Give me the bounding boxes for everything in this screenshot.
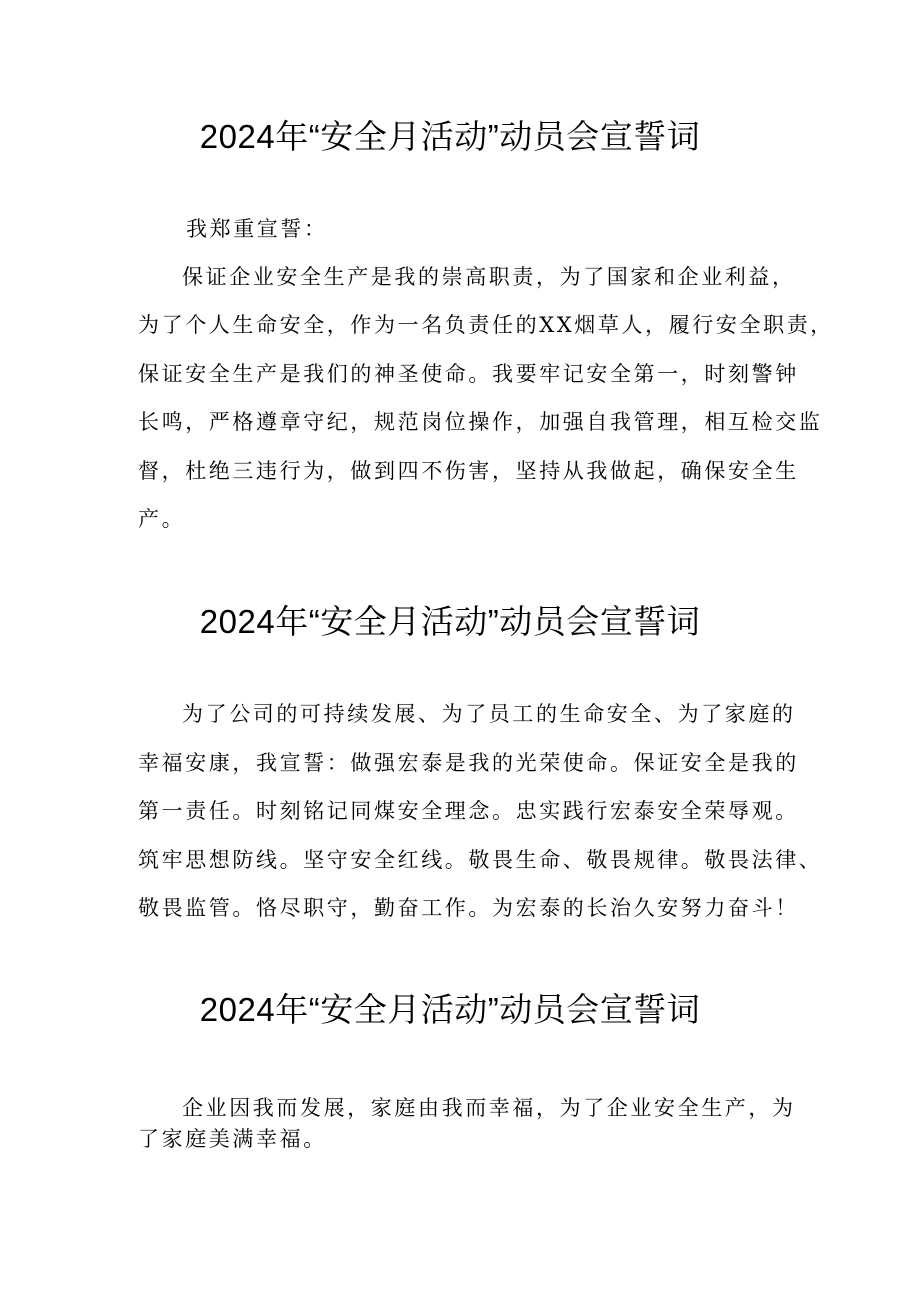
section-1-salutation: 我郑重宣誓： bbox=[186, 217, 328, 241]
section-2-line-3: 第一责任。时刻铭记同煤安全理念。忠实践行宏泰安全荣辱观。 bbox=[138, 799, 799, 823]
section-2-line-2: 幸福安康，我宣誓：做强宏泰是我的光荣使命。保证安全是我的 bbox=[138, 751, 799, 775]
section-1-line-3: 保证安全生产是我们的神圣使命。我要牢记安全第一，时刻警钟 bbox=[138, 362, 799, 386]
section-1-line-4: 长鸣，严格遵章守纪，规范岗位操作，加强自我管理，相互检交监 bbox=[138, 410, 823, 434]
section-2-title: 2024年“安全月活动”动员会宣誓词 bbox=[199, 603, 701, 640]
section-2-line-1: 为了公司的可持续发展、为了员工的生命安全、为了家庭的 bbox=[182, 702, 796, 726]
section-1-title: 2024年“安全月活动”动员会宣誓词 bbox=[199, 118, 701, 155]
section-2-line-4: 筑牢思想防线。坚守安全红线。敬畏生命、敬畏规律。敬畏法律、 bbox=[138, 848, 823, 872]
section-3-title: 2024年“安全月活动”动员会宣誓词 bbox=[199, 991, 701, 1028]
section-1-line-1: 保证企业安全生产是我的崇高职责，为了国家和企业利益， bbox=[182, 265, 796, 289]
section-1-line-6: 产。 bbox=[138, 507, 186, 531]
section-3-line-2: 了家庭美满幸福。 bbox=[138, 1127, 327, 1151]
section-1-line-5: 督，杜绝三违行为，做到四不伤害，坚持从我做起，确保安全生 bbox=[138, 459, 799, 483]
section-2-line-5: 敬畏监管。恪尽职守，勤奋工作。为宏泰的长治久安努力奋斗！ bbox=[138, 896, 799, 920]
section-3-line-1: 企业因我而发展，家庭由我而幸福，为了企业安全生产，为 bbox=[182, 1096, 796, 1120]
section-1-line-2: 为了个人生命安全，作为一名负责任的XX烟草人，履行安全职责， bbox=[138, 313, 834, 337]
